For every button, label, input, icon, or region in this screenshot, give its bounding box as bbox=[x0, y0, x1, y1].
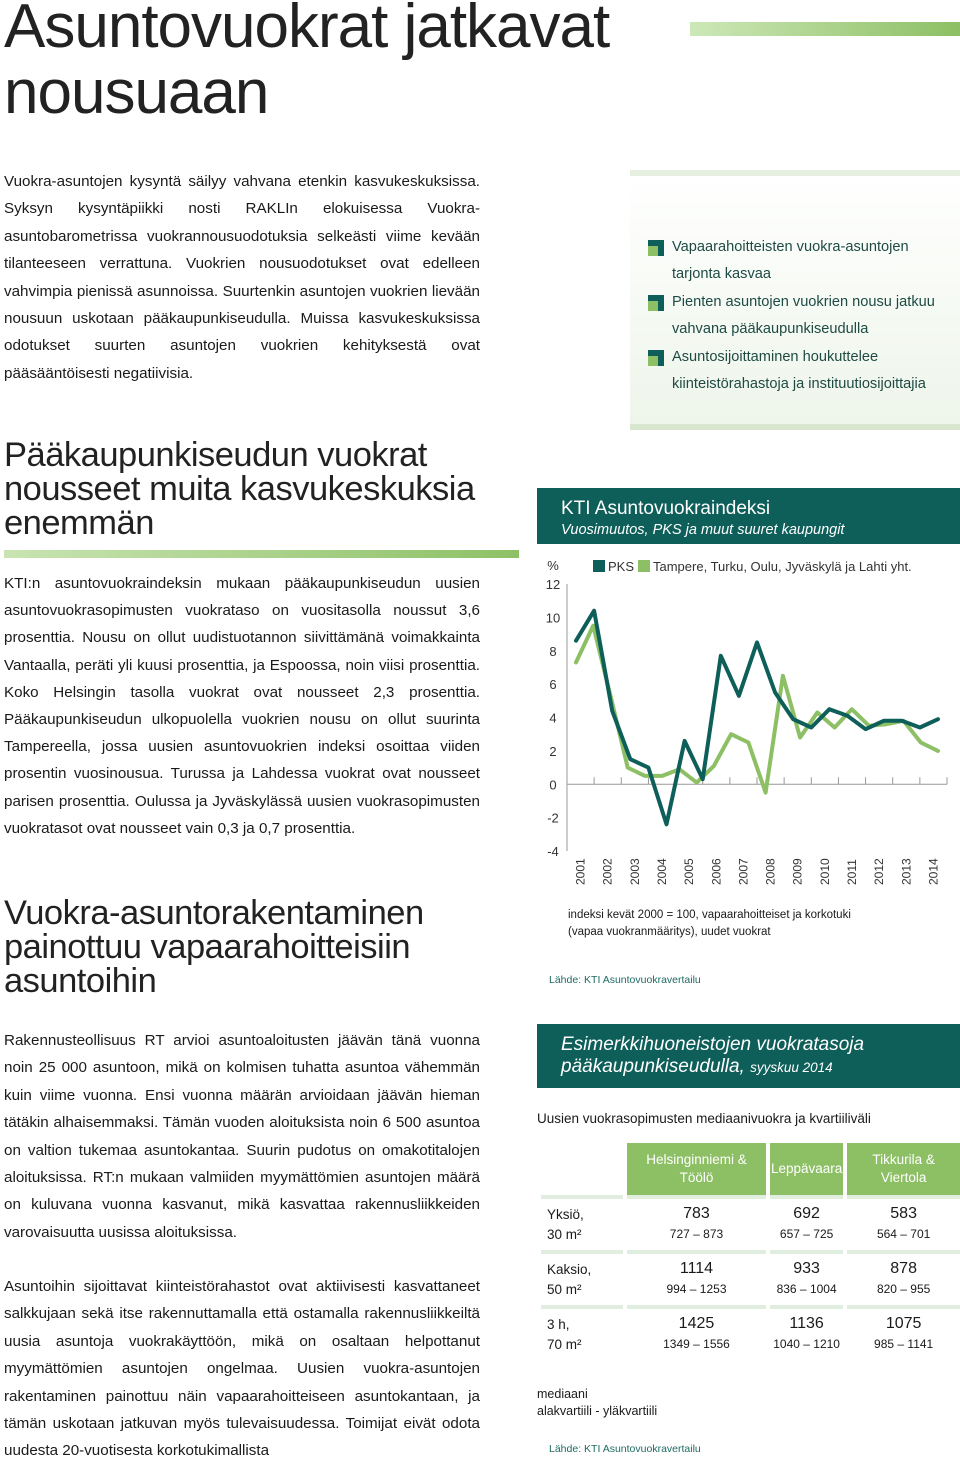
table-legend bbox=[537, 1386, 657, 1420]
y-tick-label: 10 bbox=[545, 610, 561, 626]
table-row bbox=[539, 1307, 960, 1360]
table-cell bbox=[845, 1307, 960, 1360]
median-value: 1075 bbox=[885, 1315, 922, 1332]
median-value: 783 bbox=[683, 1205, 710, 1222]
quartile-range: 657 – 725 bbox=[779, 1227, 834, 1241]
table-title bbox=[561, 1034, 941, 1079]
table-title-main: Esimerkkihuoneistojen vuokratasoja pääkaupunkiseudulla, bbox=[561, 1034, 865, 1077]
x-tick-label: 2001 bbox=[573, 858, 588, 885]
quartile-range: 564 – 701 bbox=[876, 1227, 931, 1241]
median-value: 1425 bbox=[678, 1315, 715, 1332]
section-body: Asuntoihin sijoittavat kiinteistörahastot ovat aktiivisesti kasvattaneet salkkujaan sekä itse rakennuttamalla että ostamalla rakennusliikkeiltä uusia asuntoja vuokrakäyttöön, mikä on osaltaan helpottanut myymättömien asuntojen ongelmaa. Uusien vuokra-asuntojen rakentaminen painottuu näin vapaarahoitteiseen asuntokantaan, ja tämän uskotaan jatkuvan myös tulevaisuudessa. Toimijat eivät odota uudesta 20-vuotisesta korkotukimallista bbox=[4, 1278, 480, 1460]
x-tick-label: 2009 bbox=[790, 858, 805, 885]
legend-label: Tampere, Turku, Oulu, Jyväskylä ja Lahti yht. bbox=[653, 559, 912, 574]
x-tick-label: 2014 bbox=[926, 858, 941, 885]
table-cell bbox=[625, 1197, 768, 1252]
x-tick-label: 2006 bbox=[709, 858, 724, 885]
legend-label: PKS bbox=[608, 559, 635, 574]
highlight-text: Asuntosijoittaminen houkuttelee kiinteistörahastoja ja instituutiosijoittajia bbox=[672, 348, 926, 393]
column-header: Tikkurila & Viertola bbox=[845, 1143, 960, 1197]
x-tick-label: 2004 bbox=[655, 858, 669, 885]
table-row bbox=[539, 1197, 960, 1252]
highlight-item bbox=[648, 234, 953, 289]
y-tick-label: 6 bbox=[549, 677, 557, 693]
quartile-range: 727 – 873 bbox=[669, 1227, 724, 1241]
quartile-range: 994 – 1253 bbox=[666, 1282, 727, 1296]
median-value: 1136 bbox=[789, 1315, 824, 1332]
median-value: 1114 bbox=[679, 1260, 714, 1277]
median-value: 692 bbox=[793, 1205, 820, 1222]
table-cell bbox=[768, 1197, 845, 1252]
x-tick-label: 2002 bbox=[600, 858, 615, 885]
table-source: Lähde: KTI Asuntovuokravertailu bbox=[549, 1443, 701, 1455]
section-body: KTI:n asuntovuokraindeksin mukaan pääkaupunkiseudun uusien asuntovuokrasopimusten vuokrataso on vuositasolla noussut 3,6 prosenttia. Nousu on ollut uudistuotannon siivittämänä voimakkainta Vantaalla, peräti yli kuusi prosenttia, ja Espoossa, noin viisi prosenttia. Koko Helsingin tasolla vuokrat ovat nousseet 2,3 prosenttia. Pääkaupunkiseudun ulkopuolella vuokrien nousu on ollut suurinta Tampereella, jossa uusien asuntovuokrien indeksi osoittaa viiden prosentin vuosinousua. Turussa ja Lahdessa vuokrat ovat nousseet parisen prosenttia. Oulussa ja Jyväskylässä uusien vuokrasopimusten vuokratasot ovat nousseet vain 0,3 ja 0,7 prosenttia. bbox=[4, 575, 480, 837]
section-heading: Vuokra-asuntorakentaminen painottuu vapaarahoitteisiin asuntoihin bbox=[4, 894, 424, 1000]
row-label-size: 50 m² bbox=[547, 1282, 582, 1297]
row-label-type: Kaksio, bbox=[547, 1262, 592, 1277]
legend-swatch bbox=[593, 560, 605, 572]
table-subtitle: Uusien vuokrasopimusten mediaanivuokra ja kvartiiliväli bbox=[537, 1111, 871, 1126]
row-label bbox=[539, 1197, 625, 1252]
rent-table bbox=[537, 1143, 960, 1360]
bullet-square-icon bbox=[648, 240, 664, 256]
y-axis-unit: % bbox=[547, 558, 559, 573]
chart-subtitle: Vuosimuutos, PKS ja muut suuret kaupungit bbox=[561, 522, 845, 538]
table-cell bbox=[845, 1197, 960, 1252]
x-tick-label: 2012 bbox=[872, 858, 887, 885]
y-tick-label: 8 bbox=[549, 643, 557, 659]
highlight-text: Pienten asuntojen vuokrien nousu jatkuu vahvana pääkaupunkiseudulla bbox=[672, 293, 935, 338]
table-cell bbox=[625, 1252, 768, 1307]
table-title-date: syyskuu 2014 bbox=[750, 1060, 833, 1075]
highlight-item bbox=[648, 289, 953, 344]
legend-quartiles: alakvartiili - yläkvartiili bbox=[537, 1404, 658, 1418]
y-tick-label: -4 bbox=[547, 844, 559, 859]
x-tick-label: 2010 bbox=[817, 858, 832, 885]
quartile-range: 985 – 1141 bbox=[874, 1337, 934, 1351]
row-label-type: Yksiö, bbox=[547, 1207, 584, 1222]
x-tick-label: 2007 bbox=[736, 858, 751, 885]
y-tick-label: 0 bbox=[549, 777, 557, 793]
row-label-size: 30 m² bbox=[547, 1227, 582, 1242]
quartile-range: 820 – 955 bbox=[876, 1282, 931, 1296]
x-tick-label: 2011 bbox=[845, 859, 859, 885]
highlights-callout bbox=[630, 170, 960, 430]
intro-paragraph: Vuokra-asuntojen kysyntä säilyy vahvana etenkin kasvukeskuksissa. Syksyn kysyntäpiikki nosti RAKLIn elokuisessa Vuokra-asuntobarometrissa vuokrannousuodotuksia selkeästi viime kevään tilanteeseen verrattuna. Vuokrien nousuodotukset ovat edelleen vahvimpia pienissä asunnoissa. Suurtenkin asuntojen vuokrien lievään nousuun uskotaan pääkaupunkiseudulla. Muissa kasvukeskuksissa odotukset suurten asuntojen vuokrien kehityksestä ovat pääsääntöisesti negatiivisia. bbox=[4, 173, 480, 382]
y-tick-label: 2 bbox=[549, 743, 557, 759]
table-corner bbox=[539, 1143, 625, 1197]
rent-table-body bbox=[539, 1197, 960, 1360]
table-cell bbox=[845, 1252, 960, 1307]
series-line bbox=[576, 626, 938, 793]
x-tick-label: 2003 bbox=[627, 858, 642, 885]
line-chart bbox=[537, 552, 960, 892]
x-tick-label: 2005 bbox=[682, 858, 697, 885]
series-line bbox=[576, 611, 938, 825]
bullet-square-icon bbox=[648, 350, 664, 366]
row-label-type: 3 h, bbox=[547, 1317, 570, 1332]
chart-source: Lähde: KTI Asuntovuokravertailu bbox=[549, 974, 701, 986]
column-header: Leppävaara bbox=[768, 1143, 845, 1197]
legend-median: mediaani bbox=[537, 1387, 588, 1401]
median-value: 583 bbox=[890, 1205, 917, 1222]
quartile-range: 1040 – 1210 bbox=[773, 1337, 840, 1351]
x-tick-label: 2013 bbox=[899, 858, 914, 885]
chart-header bbox=[537, 488, 960, 544]
quartile-range: 836 – 1004 bbox=[776, 1282, 837, 1296]
row-label bbox=[539, 1307, 625, 1360]
median-value: 933 bbox=[793, 1260, 820, 1277]
row-label bbox=[539, 1252, 625, 1307]
legend-swatch bbox=[638, 560, 650, 572]
median-value: 878 bbox=[890, 1260, 917, 1277]
chart-note: indeksi kevät 2000 = 100, vapaarahoitteiset ja korkotuki (vapaa vuokranmääritys), uudet vuokrat bbox=[568, 909, 851, 938]
x-tick-label: 2008 bbox=[763, 858, 778, 885]
section-body: Rakennusteollisuus RT arvioi asuntoaloitusten jäävän tänä vuonna noin 25 000 asuntoon, mikä on kolmisen tuhatta asuntoa vähemmän kuin viime vuonna. Ensi vuonna määrän arvioidaan jäävän hieman tätäkin alhaisemmaksi. Tämän vuoden aloituksista noin 6 500 asuntoa on valtion tukemaa asuntokantaa. Suurin pudotus on omakotitalojen aloituksissa. RT:n mukaan valmiiden myymättömien asuntojen määrä on kuluvana vuonna kasvanut, mikä kasvattaa rakennusliikkeiden varovaisuutta uusissa aloituksissa. bbox=[4, 1032, 480, 1241]
quartile-range: 1349 – 1556 bbox=[663, 1337, 730, 1351]
table-header bbox=[537, 1024, 960, 1088]
table-row bbox=[539, 1252, 960, 1307]
highlight-text: Vapaarahoitteisten vuokra-asuntojen tarjonta kasvaa bbox=[672, 239, 909, 283]
highlight-item bbox=[648, 344, 953, 399]
column-header: Helsinginniemi & Töölö bbox=[625, 1143, 768, 1197]
bullet-square-icon bbox=[648, 295, 664, 311]
highlights-list bbox=[648, 234, 953, 398]
table-cell bbox=[625, 1307, 768, 1360]
table-cell bbox=[768, 1307, 845, 1360]
chart-title: KTI Asuntovuokraindeksi bbox=[561, 498, 771, 519]
row-label-size: 70 m² bbox=[547, 1337, 582, 1352]
table-cell bbox=[768, 1252, 845, 1307]
title-decoration-bar bbox=[690, 22, 960, 36]
y-tick-label: 12 bbox=[545, 577, 561, 592]
y-tick-label: -2 bbox=[547, 810, 559, 826]
y-tick-label: 4 bbox=[549, 710, 557, 726]
page-title: Asuntovuokrat jatkavat nousuaan bbox=[4, 0, 610, 127]
section-rule bbox=[4, 550, 519, 558]
section-heading: Pääkaupunkiseudun vuokrat nousseet muita kasvukeskuksia enemmän bbox=[4, 436, 475, 542]
